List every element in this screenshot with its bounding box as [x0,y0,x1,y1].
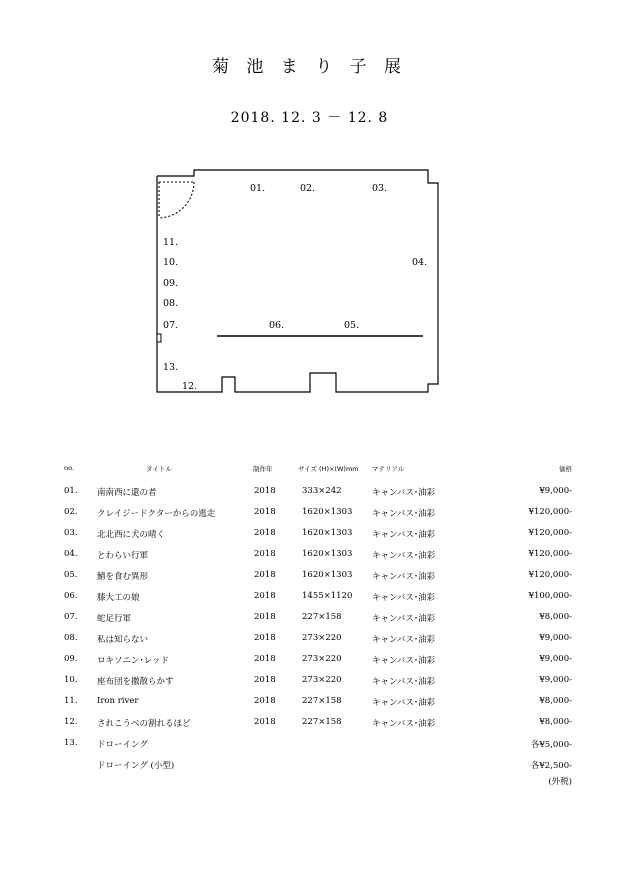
cell-price: ¥8,000- [539,696,572,706]
cell-year: 2018 [254,549,276,559]
cell-size: 333×242 [302,486,342,496]
cell-size: 227×158 [302,696,342,706]
cell-title: 北北西に犬の晴く [97,530,166,540]
header-material: マテリアル [372,465,405,473]
cell-title: 鯖を食む異形 [97,572,149,582]
cell-material: キャンバス･油彩 [372,677,436,687]
cell-material: キャンバス･油彩 [372,614,436,624]
table-row [0,528,619,542]
cell-material: キャンバス･油彩 [372,551,436,561]
cell-price: ¥120,000- [528,570,572,580]
cell-no: 05. [64,570,78,580]
cell-year: 2018 [254,528,276,538]
cell-price: ¥9,000- [539,675,572,685]
plan-label-01: 01. [250,183,266,194]
floor-plan-notch [157,334,161,342]
table-row [0,738,619,752]
table-row [0,507,619,521]
cell-price: ¥9,000- [539,486,572,496]
cell-material: キャンバス･油彩 [372,509,436,519]
cell-year: 2018 [254,486,276,496]
cell-year: 2018 [254,612,276,622]
cell-size: 1620×1303 [302,570,353,580]
cell-price: 各¥2,500- [530,761,572,771]
cell-title: 蛇足行軍 [97,614,132,624]
header-size: サイズ (H)×(W)mm [298,465,359,473]
cell-no: 08. [64,633,78,643]
plan-label-08: 08. [163,298,179,309]
plan-label-12: 12. [182,381,198,392]
table-row [0,675,619,689]
plan-label-13: 13. [163,362,179,373]
cell-material: キャンバス･油彩 [372,719,436,729]
cell-material: キャンバス･油彩 [372,698,436,708]
cell-year: 2018 [254,507,276,517]
cell-material: キャンバス･油彩 [372,572,436,582]
cell-title: されこうべの割れるほど [97,719,191,729]
table-row [0,633,619,647]
plan-label-06: 06. [269,320,285,331]
cell-title: ロキソニン･レッド [97,656,169,666]
plan-label-10: 10. [163,257,179,268]
cell-material: キャンバス･油彩 [372,593,436,603]
table-row [0,717,619,731]
floor-plan-wall [157,170,438,392]
header-price: 価格 [559,465,572,473]
cell-no: 06. [64,591,78,601]
cell-no: 02. [64,507,78,517]
cell-no: 09. [64,654,78,664]
header-no: no. [64,464,75,472]
cell-price: ¥8,000- [539,717,572,727]
cell-size: 1620×1303 [302,549,353,559]
plan-label-09: 09. [163,278,179,289]
cell-price: 各¥5,000- [530,740,572,750]
cell-material: キャンバス･油彩 [372,488,436,498]
cell-price: ¥100,000- [528,591,572,601]
cell-title: 座布団を撒散らかす [97,677,174,687]
cell-year: 2018 [254,717,276,727]
cell-no: 13. [64,738,78,748]
cell-title: クレイジードクターからの逃走 [97,509,216,519]
cell-title: 膝大工の娘 [97,593,140,603]
cell-year: 2018 [254,591,276,601]
cell-no: 07. [64,612,78,622]
cell-title: 私は知らない [97,635,149,645]
cell-price: ¥8,000- [539,612,572,622]
cell-material: キャンバス･油彩 [372,635,436,645]
cell-no: 04. [64,549,78,559]
cell-size: 1455×1120 [302,591,353,601]
header-year: 制作年 [253,465,273,473]
cell-no: 03. [64,528,78,538]
header-title: タイトル [146,465,172,473]
cell-price: ¥9,000- [539,654,572,664]
exhibition-dates: 2018. 12. 3 － 12. 8 [230,110,389,126]
cell-price: ¥120,000- [528,507,572,517]
table-row [0,612,619,626]
cell-size: 273×220 [302,654,342,664]
table-row [0,549,619,563]
plan-label-02: 02. [300,183,316,194]
cell-year: 2018 [254,675,276,685]
plan-label-05: 05. [344,320,360,331]
cell-no: 01. [64,486,78,496]
cell-material: キャンバス･油彩 [372,656,436,666]
cell-price: ¥120,000- [528,549,572,559]
plan-label-07: 07. [163,320,179,331]
cell-size: 273×220 [302,633,342,643]
cell-no: 11. [64,696,78,706]
cell-year: 2018 [254,696,276,706]
cell-title: 南南西に還の者 [97,488,157,498]
cell-material: キャンバス･油彩 [372,530,436,540]
cell-size: 1620×1303 [302,507,353,517]
exhibition-title: 菊 池 ま り 子 展 [211,57,408,77]
door-swing [159,182,194,218]
plan-label-04: 04. [412,257,428,268]
cell-no: 10. [64,675,78,685]
plan-label-03: 03. [372,183,388,194]
table-row [0,486,619,500]
cell-size: 1620×1303 [302,528,353,538]
cell-title: ドローイング (小型) [97,761,175,771]
cell-size: 273×220 [302,675,342,685]
table-row [0,591,619,605]
table-row [0,654,619,668]
cell-price: ¥120,000- [528,528,572,538]
cell-title: とわらい行軍 [97,551,149,561]
cell-price: ¥9,000- [539,633,572,643]
cell-year: 2018 [254,633,276,643]
cell-no: 12. [64,717,78,727]
cell-title: Iron river [97,696,139,706]
tax-note: (外税) [548,777,572,787]
plan-label-11: 11. [163,237,179,248]
cell-size: 227×158 [302,612,342,622]
cell-title: ドローイング [97,740,148,750]
cell-year: 2018 [254,654,276,664]
table-row [0,759,619,773]
cell-size: 227×158 [302,717,342,727]
cell-year: 2018 [254,570,276,580]
table-row [0,570,619,584]
table-row [0,696,619,710]
